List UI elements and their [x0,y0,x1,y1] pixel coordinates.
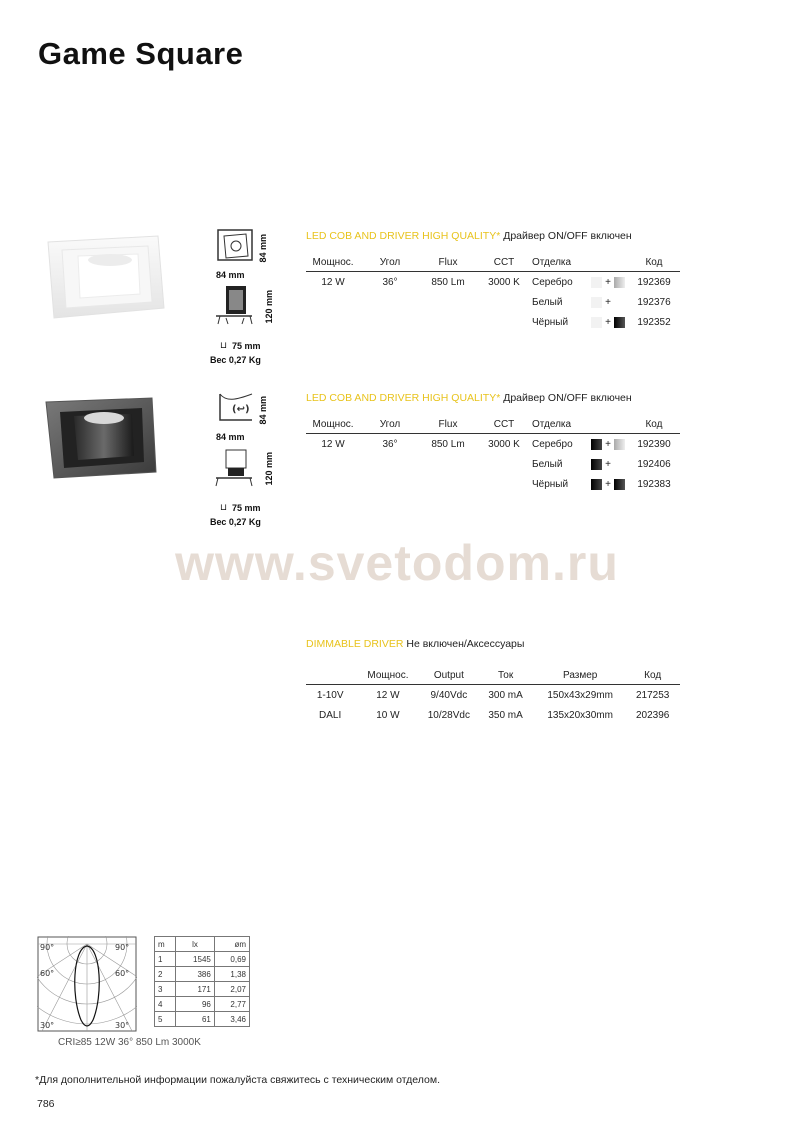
product1-heading: LED COB AND DRIVER HIGH QUALITY* Драйвер ON/OFF включен [306,230,632,242]
product-image-white [40,228,170,328]
product2-dimensions: (↩) 84 mm 84 mm 120 mm ⊔ 75 mm Вес 0,27 Kg [212,390,282,530]
product2-spec-table: Мощнос. Угол Flux CCT Отделка Код 12 W 36° 850 Lm 3000 K Серебро + 192390 Белый + 192406 Чёрный + 192383 [306,419,680,494]
polar-diagram [37,936,137,1032]
product1-spec-table: Мощнос. Угол Flux CCT Отделка Код 12 W 36° 850 Lm 3000 K Серебро + 192369 Белый + 192376 Чёрный + 192352 [306,257,680,332]
table-row: 1-10V 12 W 9/40Vdc 300 mA 150x43x29mm 217253 [316,690,670,701]
photometry-caption: CRI≥85 12W 36° 850 Lm 3000K [58,1037,201,1048]
front-view-icon [216,228,256,264]
table-row: Белый + 192406 [532,458,671,470]
table-row: 12 W 36° 850 Lm 3000 K Серебро + 192390 [321,438,671,450]
svg-text:90°: 90° [40,943,55,952]
photometry-table: m lx øm 1 1545 0,69 2 386 1,38 3 171 2,07 4 96 2,77 5 61 3,46 [154,936,250,1027]
cutout-icon: ⊔ [220,340,228,350]
svg-text:90°: 90° [115,943,130,952]
watermark: www.svetodom.ru [175,535,619,591]
footnote: *Для дополнительной информации пожалуйста свяжитесь с техническим отделом. [35,1074,440,1086]
svg-text:(↩): (↩) [232,404,250,415]
front-view-icon [216,390,256,426]
driver-table: Мощнос. Output Ток Размер Код 1-10V 12 W 9/40Vdc 300 mA 150x43x29mm 217253 DALI 10 W 10/28Vdc 350 mA 135x20x30mm 202396 [306,670,680,725]
svg-text:60°: 60° [40,969,55,978]
svg-text:30°: 30° [115,1021,130,1030]
table-row: 12 W 36° 850 Lm 3000 K Серебро + 192369 [321,276,671,288]
product2-heading: LED COB AND DRIVER HIGH QUALITY* Драйвер ON/OFF включен [306,392,632,404]
table-row: Чёрный + 192383 [532,478,671,490]
page-number: 786 [37,1098,55,1110]
side-view-icon [214,446,254,490]
svg-text:60°: 60° [115,969,130,978]
product-image-black [40,390,170,490]
table-row: Чёрный + 192352 [532,316,671,328]
product1-dimensions: 84 mm 84 mm 120 mm ⊔ 75 mm Вес 0,27 Kg [212,228,282,368]
table-row: Белый + 192376 [532,296,671,308]
side-view-icon [214,282,254,326]
svg-text:30°: 30° [40,1021,55,1030]
cutout-icon: ⊔ [220,502,228,512]
driver-heading: DIMMABLE DRIVER Не включен/Аксессуары [306,638,525,650]
page-title: Game Square [38,36,244,71]
table-row: DALI 10 W 10/28Vdc 350 mA 135x20x30mm 202396 [319,710,670,721]
